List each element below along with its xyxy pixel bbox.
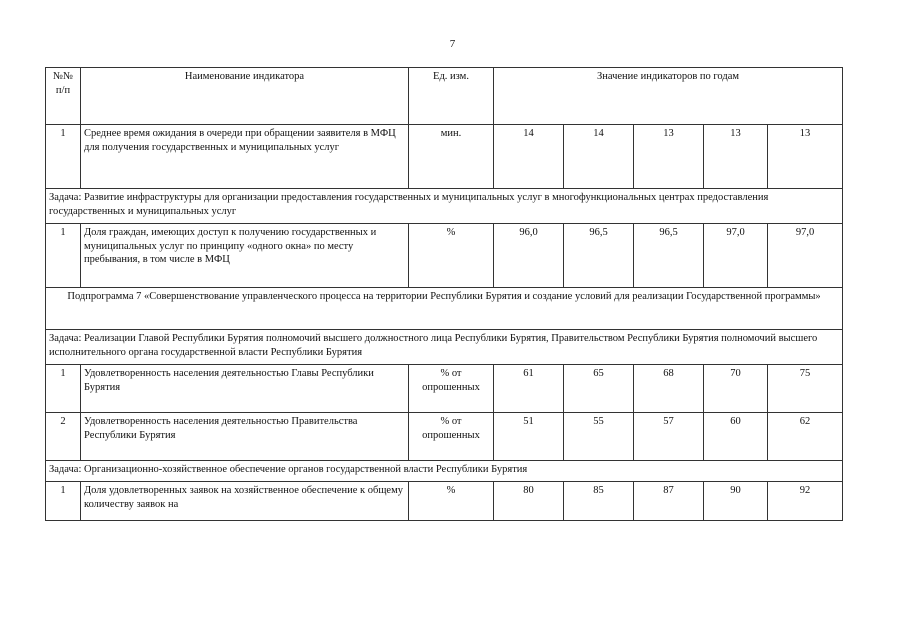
task-row [46, 189, 843, 224]
row-value: 61 [494, 365, 564, 413]
row-indicator-name: Среднее время ожидания в очереди при обращении заявителя в МФЦ для получения государственных и муниципальных услуг [81, 125, 409, 189]
row-value: 62 [768, 413, 843, 461]
task-row [46, 461, 843, 482]
row-value: 14 [494, 125, 564, 189]
row-value: 96,5 [564, 224, 634, 288]
indicators-table [45, 67, 843, 521]
row-value: 60 [704, 413, 768, 461]
row-value: 97,0 [704, 224, 768, 288]
row-value: 92 [768, 482, 843, 521]
page-number: 7 [449, 38, 456, 50]
row-value: 55 [564, 413, 634, 461]
row-num: 1 [46, 482, 81, 521]
row-unit: % от опрошенных [409, 413, 494, 461]
task-text: Задача: Организационно-хозяйственное обеспечение органов государственной власти Республики Бурятия [46, 461, 843, 482]
table-row [46, 125, 843, 189]
row-value: 68 [634, 365, 704, 413]
row-indicator-name: Доля удовлетворенных заявок на хозяйственное обеспечение к общему количеству заявок на [81, 482, 409, 521]
row-value: 13 [768, 125, 843, 189]
table-row [46, 413, 843, 461]
header-num: №№ п/п [46, 68, 81, 125]
row-unit: мин. [409, 125, 494, 189]
row-value: 80 [494, 482, 564, 521]
row-num: 1 [46, 365, 81, 413]
row-value: 85 [564, 482, 634, 521]
header-values: Значение индикаторов по годам [494, 68, 843, 125]
task-text: Задача: Реализации Главой Республики Бурятия полномочий высшего должностного лица Республики Бурятия, Правительством Республики Бурятия полномочий высшего исполнительного органа государственной власти Республики Бурятия [46, 330, 843, 365]
row-value: 96,0 [494, 224, 564, 288]
row-unit: % [409, 224, 494, 288]
header-unit: Ед. изм. [409, 68, 494, 125]
row-value: 90 [704, 482, 768, 521]
table-row [46, 365, 843, 413]
row-num: 1 [46, 125, 81, 189]
task-text: Задача: Развитие инфраструктуры для организации предоставления государственных и муниципальных услуг в многофункциональных центрах предоставления государственных и муниципальных услуг [46, 189, 843, 224]
row-value: 13 [704, 125, 768, 189]
row-value: 75 [768, 365, 843, 413]
row-value: 70 [704, 365, 768, 413]
row-num: 2 [46, 413, 81, 461]
table-row [46, 482, 843, 521]
task-row [46, 330, 843, 365]
row-unit: % от опрошенных [409, 365, 494, 413]
row-value: 51 [494, 413, 564, 461]
row-value: 65 [564, 365, 634, 413]
row-value: 87 [634, 482, 704, 521]
table-row [46, 224, 843, 288]
subprogram-row [46, 288, 843, 330]
row-unit: % [409, 482, 494, 521]
row-value: 13 [634, 125, 704, 189]
row-value: 96,5 [634, 224, 704, 288]
subprogram-text: Подпрограмма 7 «Совершенствование управленческого процесса на территории Республики Бурятия и создание условий для реализации Государственной программы» [46, 288, 843, 330]
row-indicator-name: Удовлетворенность населения деятельностью Правительства Республики Бурятия [81, 413, 409, 461]
row-value: 97,0 [768, 224, 843, 288]
row-value: 14 [564, 125, 634, 189]
row-num: 1 [46, 224, 81, 288]
row-indicator-name: Удовлетворенность населения деятельностью Главы Республики Бурятия [81, 365, 409, 413]
header-name: Наименование индикатора [81, 68, 409, 125]
row-indicator-name: Доля граждан, имеющих доступ к получению государственных и муниципальных услуг по принципу «одного окна» по месту пребывания, в том числе в МФЦ [81, 224, 409, 288]
table-header-row [46, 68, 843, 125]
row-value: 57 [634, 413, 704, 461]
